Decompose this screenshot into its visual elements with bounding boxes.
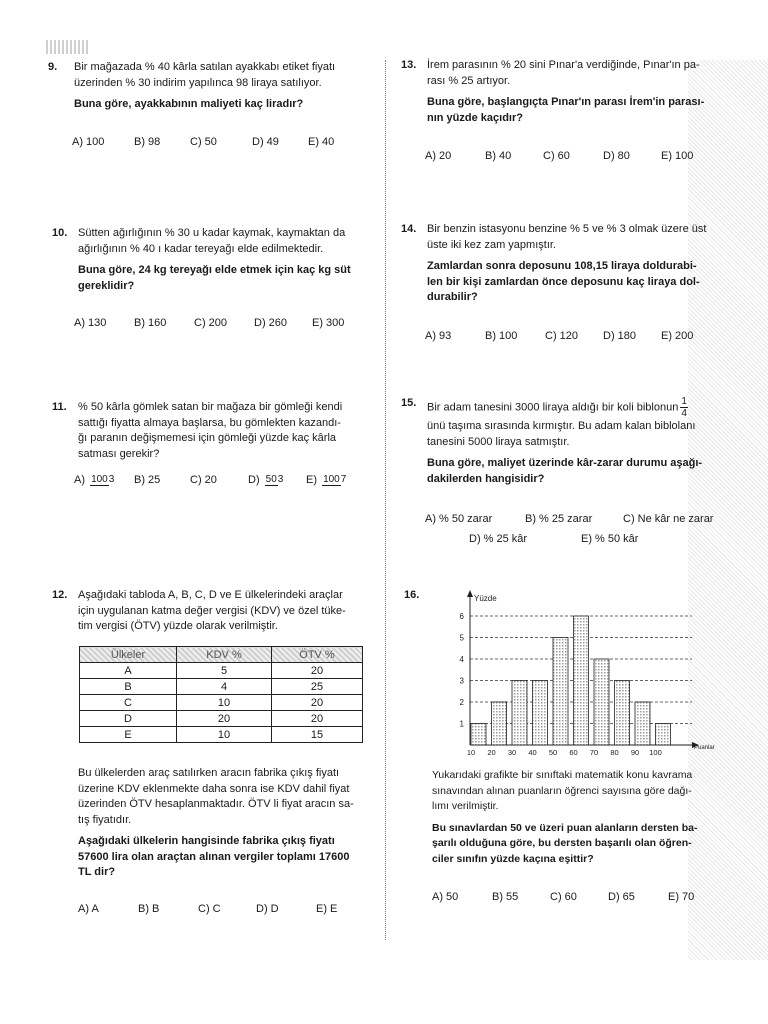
question-text: üzerinden ÖTV hesaplanmaktadır. ÖTV li fiyat aracın sa- xyxy=(78,798,354,810)
column-divider xyxy=(385,60,386,940)
bar-chart xyxy=(430,585,715,765)
question-text: satması gerekir? xyxy=(78,447,160,460)
option-c[interactable]: C) 20 xyxy=(190,474,217,487)
options-16 xyxy=(432,891,708,903)
table-row xyxy=(80,695,363,711)
fraction-numerator: 100 xyxy=(323,474,340,486)
option-b[interactable]: B) 40 xyxy=(485,150,512,162)
question-number: 10. xyxy=(52,227,68,239)
option-a[interactable]: A) 100 xyxy=(72,136,105,148)
option-a[interactable]: A) % 50 zarar xyxy=(425,513,493,525)
question-prompt: durabilir? xyxy=(427,291,478,303)
bar xyxy=(594,659,609,745)
fraction xyxy=(322,474,346,486)
question-text: sattığı fiyatta almaya başlarsa, bu gömlekten kazandı- xyxy=(78,416,341,429)
question-text: lımı verilmiştir. xyxy=(432,800,499,812)
option-d[interactable]: D) 49 xyxy=(252,136,279,148)
table-cell: 20 xyxy=(272,663,363,679)
option-b[interactable]: B) 100 xyxy=(485,330,518,342)
bar xyxy=(492,702,507,745)
y-tick-label: 5 xyxy=(459,633,464,643)
option-a[interactable]: A) 130 xyxy=(74,317,107,329)
bar xyxy=(656,724,671,746)
question-12-body xyxy=(78,766,378,881)
x-axis-label: Puanlar xyxy=(694,745,715,751)
option-d[interactable]: D) 65 xyxy=(608,891,635,903)
bar xyxy=(615,681,630,746)
x-tick-label: 50 xyxy=(548,748,558,757)
option-c[interactable]: C) 200 xyxy=(194,317,228,329)
table-cell: 20 xyxy=(272,711,363,727)
fraction-denominator: 4 xyxy=(681,408,687,419)
table-header: KDV % xyxy=(177,647,272,663)
table-cell: 20 xyxy=(177,711,272,727)
table-cell: 10 xyxy=(177,695,272,711)
question-text: ğı paranın değişmemesi için gömleği yüzde kaç kârla xyxy=(78,432,337,444)
y-tick-label: 6 xyxy=(459,612,464,621)
table-cell: C xyxy=(80,695,177,711)
question-text: İrem parasının % 20 sini Pınar'a verdiğinde, Pınar'ın pa- xyxy=(427,59,700,71)
options-13 xyxy=(425,150,701,162)
option-c[interactable]: C) 120 xyxy=(545,330,579,342)
question-9 xyxy=(48,60,374,113)
question-prompt: dakilerden hangisidir? xyxy=(427,472,545,485)
option-a[interactable] xyxy=(74,474,134,486)
question-prompt: Buna göre, ayakkabının maliyeti kaç liradır? xyxy=(74,98,304,110)
x-tick-label: 20 xyxy=(487,748,496,757)
option-e[interactable]: E) 300 xyxy=(312,317,345,329)
table-header: Ülkeler xyxy=(80,647,177,663)
table-cell: 4 xyxy=(177,679,272,695)
question-text: üzerinden % 30 indirim yapılınca 98 liraya satılıyor. xyxy=(74,76,322,89)
option-b[interactable]: B) B xyxy=(138,903,160,915)
question-text: tanesini 5000 liraya satmıştır. xyxy=(427,435,570,448)
question-prompt: len bir kişi zamlardan önce deposunu kaç liraya dol- xyxy=(427,275,700,288)
question-number: 14. xyxy=(401,223,417,235)
bar xyxy=(635,702,650,745)
question-text xyxy=(427,396,727,419)
fraction xyxy=(265,474,284,486)
option-e[interactable]: E) % 50 kâr xyxy=(581,533,639,545)
options-12 xyxy=(78,903,356,915)
question-prompt: şarılı olduğuna göre, bu dersten başarılı olan öğren- xyxy=(432,837,692,849)
y-tick-label: 3 xyxy=(459,676,464,686)
question-text-part: Bir adam tanesini 3000 liraya aldığı bir koli biblonun xyxy=(427,401,679,414)
x-tick-label: 70 xyxy=(589,748,599,757)
question-12 xyxy=(52,588,378,635)
y-tick-label: 2 xyxy=(459,698,464,707)
table-cell: E xyxy=(80,727,177,743)
question-text: Bu ülkelerden araç satılırken aracın fabrika çıkış fiyatı xyxy=(78,767,340,779)
bar xyxy=(553,638,568,746)
question-11 xyxy=(52,400,378,462)
table-cell: 10 xyxy=(177,727,272,743)
option-e[interactable]: E) 40 xyxy=(308,136,335,148)
options-9 xyxy=(72,136,348,148)
fraction-numerator: 50 xyxy=(265,474,277,486)
y-tick-label: 1 xyxy=(459,719,464,729)
option-d[interactable]: D) 180 xyxy=(603,330,637,342)
option-b[interactable]: B) 160 xyxy=(134,317,167,329)
y-axis-label: Yüzde xyxy=(474,594,497,603)
x-tick-label: 40 xyxy=(528,748,537,757)
option-e[interactable]: E) 70 xyxy=(668,891,695,903)
bar xyxy=(574,616,589,745)
corner-scan-mark xyxy=(46,40,88,54)
question-text: Bir benzin istasyonu benzine % 5 ve % 3 olmak üzere üst xyxy=(427,223,707,235)
question-prompt: Zamlardan sonra deposunu 108,15 liraya doldurabi- xyxy=(427,260,697,272)
table-row xyxy=(80,711,363,727)
fraction xyxy=(90,474,114,486)
table-row xyxy=(80,663,363,679)
bar xyxy=(533,681,548,746)
fraction-denominator: 3 xyxy=(277,474,284,486)
table-row xyxy=(80,679,363,695)
question-prompt: nın yüzde kaçıdır? xyxy=(427,111,523,124)
bar xyxy=(512,681,527,746)
question-10 xyxy=(52,226,378,294)
y-tick-label: 4 xyxy=(459,655,464,664)
question-prompt: Buna göre, maliyet üzerinde kâr-zarar durumu aşağı- xyxy=(427,457,703,469)
question-14 xyxy=(401,222,727,306)
fraction-denominator: 7 xyxy=(340,474,347,486)
question-prompt: 57600 lira olan araçtan alınan vergiler toplamı 17600 xyxy=(78,850,350,863)
option-c[interactable]: C) 60 xyxy=(543,150,570,162)
question-text: tış fiyatıdır. xyxy=(78,813,132,826)
question-prompt: Aşağıdaki ülkelerin hangisinde fabrika çıkış fiyatı xyxy=(78,835,335,847)
option-a[interactable]: A) A xyxy=(78,903,99,915)
question-text: Yukarıdaki grafikte bir sınıftaki matematik konu kavrama xyxy=(432,769,693,781)
option-e-label: E) xyxy=(306,474,317,486)
option-d[interactable]: D) % 25 kâr xyxy=(469,533,528,545)
table-header-row xyxy=(80,647,363,663)
question-16-body xyxy=(432,768,716,867)
option-a-label: A) xyxy=(74,474,85,486)
question-prompt: Buna göre, 24 kg tereyağı elde etmek için kaç kg süt xyxy=(78,264,351,276)
question-text: tim vergisi (ÖTV) yüzde olarak verilmiştir. xyxy=(78,620,278,632)
option-c[interactable]: C) 50 xyxy=(190,136,217,148)
x-tick-label: 10 xyxy=(466,748,476,757)
question-text: ağırlığının % 40 ı kadar tereyağı elde edilmektedir. xyxy=(78,242,324,255)
question-text: için uygulanan katma değer vergisi (KDV) ve özel tüke- xyxy=(78,604,346,617)
question-prompt: gereklidir? xyxy=(78,279,135,292)
option-d[interactable]: D) 260 xyxy=(254,317,288,329)
table-cell: A xyxy=(80,663,177,679)
table-header: ÖTV % xyxy=(272,647,363,663)
table-cell: 15 xyxy=(272,727,363,743)
option-e[interactable]: E) 100 xyxy=(661,150,694,162)
question-15 xyxy=(401,396,727,487)
option-a[interactable]: A) 50 xyxy=(432,891,459,903)
table-cell: 20 xyxy=(272,695,363,711)
question-text: üste iki kez zam yapmıştır. xyxy=(427,238,556,251)
x-tick-label: 80 xyxy=(610,748,619,757)
tax-table xyxy=(79,646,363,743)
option-c[interactable]: C) 60 xyxy=(550,891,577,903)
table-cell: 25 xyxy=(272,679,363,695)
question-number: 15. xyxy=(401,397,417,409)
option-c[interactable]: C) C xyxy=(198,903,221,915)
question-text: rası % 25 artıyor. xyxy=(427,74,511,87)
fraction-denominator: 3 xyxy=(108,474,115,486)
question-number: 9. xyxy=(48,61,58,73)
option-b[interactable]: B) 25 xyxy=(134,474,161,487)
question-text: sınavından alınan puanların öğrenci sayısına göre dağı- xyxy=(432,784,692,797)
y-axis-arrow xyxy=(467,590,473,597)
option-e[interactable]: E) E xyxy=(316,903,338,915)
options-15-row1 xyxy=(425,513,723,525)
x-tick-label: 60 xyxy=(569,748,578,757)
table-cell: 5 xyxy=(177,663,272,679)
option-b[interactable]: B) % 25 zarar xyxy=(525,513,593,525)
question-prompt: TL dir? xyxy=(78,866,116,878)
options-14 xyxy=(425,330,701,342)
question-text: Bir mağazada % 40 kârla satılan ayakkabı etiket fiyatı xyxy=(74,61,336,73)
fraction-numerator: 100 xyxy=(91,474,108,486)
question-number: 13. xyxy=(401,59,417,71)
question-number: 12. xyxy=(52,589,68,601)
bar xyxy=(471,724,486,746)
table-row xyxy=(80,727,363,743)
options-15-row2 xyxy=(469,533,681,545)
question-prompt: Buna göre, başlangıçta Pınar'ın parası İrem'in parası- xyxy=(427,96,705,108)
options-10 xyxy=(74,317,352,329)
question-13 xyxy=(401,58,727,126)
question-text: üzerine KDV eklenmekte daha sonra ise KDV dahil fiyat xyxy=(78,782,350,795)
table-cell: B xyxy=(80,679,177,695)
option-a[interactable]: A) 20 xyxy=(425,150,452,162)
x-tick-label: 100 xyxy=(649,748,662,757)
question-number: 16. xyxy=(404,589,420,601)
option-d[interactable]: D) D xyxy=(256,903,279,915)
option-a[interactable]: A) 93 xyxy=(425,330,452,342)
option-b[interactable]: B) 98 xyxy=(134,136,161,148)
option-c[interactable]: C) Ne kâr ne zarar xyxy=(623,513,714,525)
option-d[interactable] xyxy=(248,474,306,486)
x-tick-label: 90 xyxy=(630,748,640,757)
question-text: % 50 kârla gömlek satan bir mağaza bir gömleği kendi xyxy=(78,401,343,413)
option-e[interactable]: E) 200 xyxy=(661,330,694,342)
option-d-label: D) xyxy=(248,474,260,486)
question-prompt: Bu sınavlardan 50 ve üzeri puan alanların dersten ba- xyxy=(432,821,698,834)
x-tick-label: 30 xyxy=(507,748,517,757)
option-d[interactable]: D) 80 xyxy=(603,150,630,162)
question-text: ünü taşıma sırasında kırmıştır. Bu adam kalan biblolanı xyxy=(427,420,696,432)
option-b[interactable]: B) 55 xyxy=(492,891,519,903)
option-e[interactable] xyxy=(306,474,356,486)
question-prompt: ciler sınıfın yüzde kaçına eşittir? xyxy=(432,852,594,865)
question-text: Sütten ağırlığının % 30 u kadar kaymak, kaymaktan da xyxy=(78,227,346,239)
fraction-numerator: 1 xyxy=(681,396,687,407)
fraction xyxy=(680,396,688,419)
options-11 xyxy=(74,474,356,486)
question-number: 11. xyxy=(52,401,67,413)
table-cell: D xyxy=(80,711,177,727)
question-text: Aşağıdaki tabloda A, B, C, D ve E ülkelerindeki araçlar xyxy=(78,589,343,601)
